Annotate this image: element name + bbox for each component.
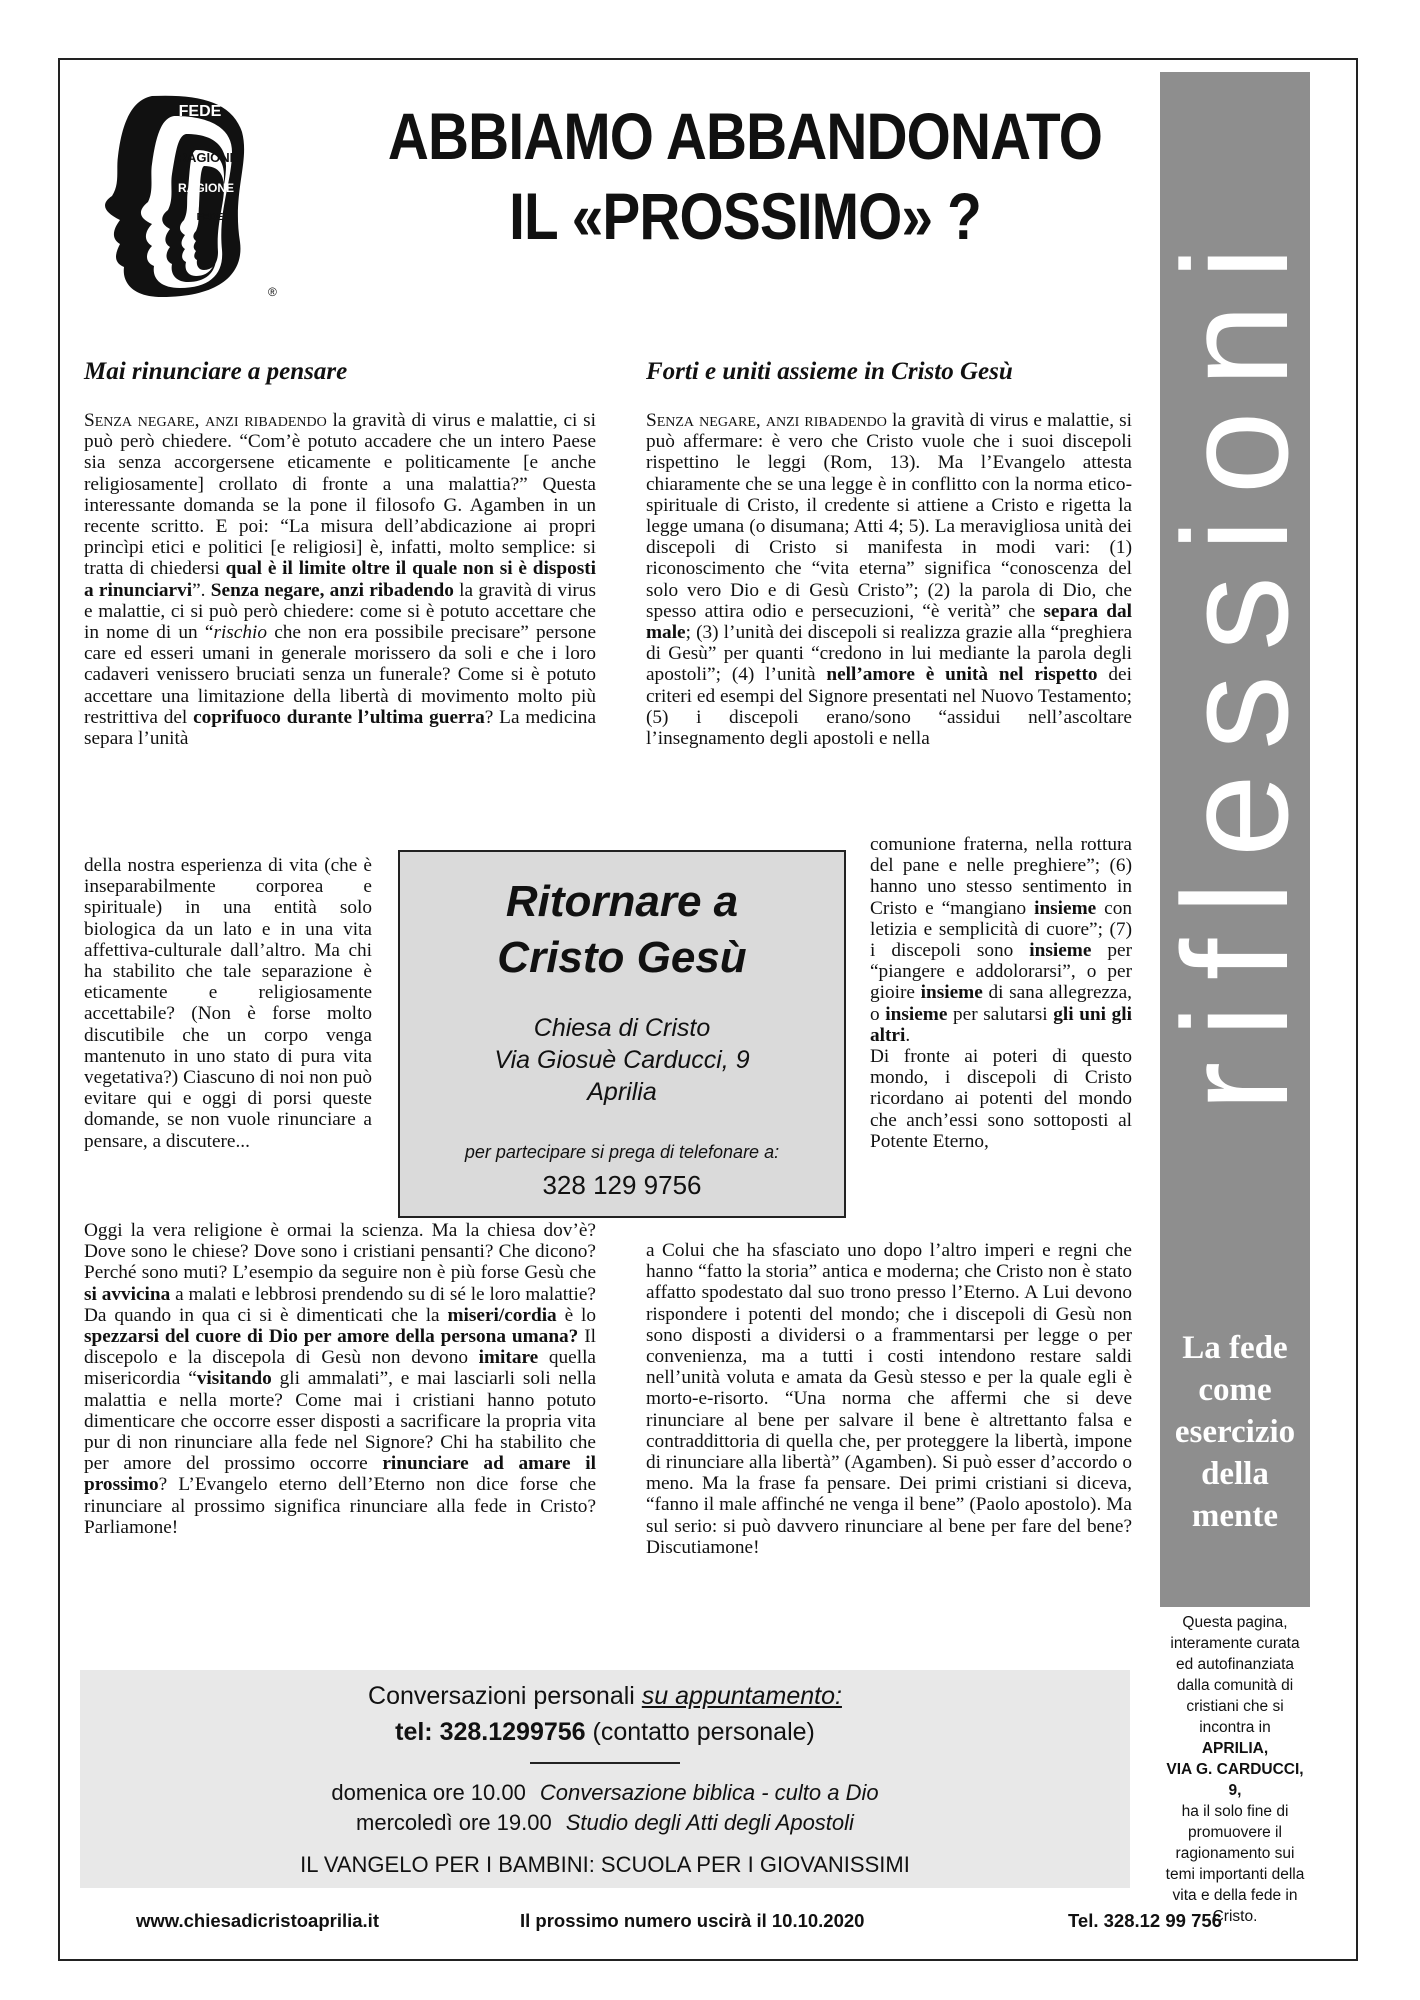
text-run: con letizia e semplicità di cuore”; (7) i discepoli sono — [870, 897, 1132, 962]
article-paragraph — [84, 855, 372, 1152]
text-run: insieme — [885, 1003, 948, 1025]
schedule-sunday — [80, 1780, 1130, 1806]
text-run: della nostra esperienza di vita (che è inseparabilmente corporea e spirituale) in una entità solo biologica da un lato e in una vita affettiva-culturale dall’altro. Ma chi ha stabilito che tale separazione è eticamente e religiosamente accettabile? (Non è forse molto discutibile che un corpo venga mantenuto in uno stato di pura vita vegetativa?) Ciascuno di noi non può evitare qui e oggi di porsi queste domande, se non vuole rinunciare a pensare, a discutere... — [84, 855, 372, 1152]
text-run: Senza negare, anzi ribadendo — [84, 410, 327, 431]
article-paragraph — [84, 1220, 596, 1538]
article-paragraph — [84, 410, 596, 749]
text-run: comunione fraterna, nella rottura del pane e nelle preghiere”; (6) hanno uno stesso sentimento in Cristo e “mangiano — [870, 834, 1132, 919]
schedule-sunday-time: domenica ore 10.00 — [331, 1780, 526, 1805]
logo-word-fede-2: FEDE — [196, 212, 224, 223]
left-column-text-bottom — [84, 1220, 596, 1538]
invitation-title-line-2: Cristo Gesù — [497, 933, 747, 982]
right-column-heading: Forti e uniti assieme in Cristo Gesù — [646, 358, 1013, 385]
text-run: insieme — [920, 982, 983, 1004]
schedule-sunday-desc: Conversazione biblica - culto a Dio — [539, 1780, 879, 1805]
schedule-wednesday — [80, 1810, 1130, 1836]
headline-line-1: ABBIAMO ABBANDONATO — [387, 99, 1103, 173]
right-column-text-bottom — [646, 1240, 1132, 1558]
text-run: a Colui che ha sfasciato uno dopo l’altro imperi e regni che hanno “fatto la storia” antica e moderna; che Cristo non è stato affatto spodestato dal suo trono presso l’Eterno. A Lui devono rispondere i potenti del mondo; che i discepoli di Gesù non sono disposti a dividersi o a frammentarsi per legge o per convenienza, ma a tutti i costi intendono restare saldi nell’unità voluta e amata da Gesù stesso e per la quale egli è morto-e-risorto. “Una norma che affermi che si deve rinunciare al bene per salvare il bene è altrettanto falsa e contraddittoria di quella che, per proteggere la libertà, impone di rinunciare alla libertà” (Agamben). Si può esser d’accordo o meno. Ma la frase fa pensare. Dei primi cristiani si diceva, “fanno il male affinché ne venga il bene” (Paolo apostolo). Ma sul serio: si può davvero rinunciare al bene per fare del bene? Discutiamone! — [646, 1240, 1132, 1558]
side-note — [1160, 1612, 1310, 1927]
side-note-purpose: ha il solo fine di promuovere il ragionamento sui temi importanti della vita e della fede in Cristo. — [1165, 1803, 1305, 1925]
left-column-text-middle — [84, 855, 372, 1152]
article-paragraph — [646, 1240, 1132, 1558]
text-run: imitare — [478, 1347, 539, 1369]
article-paragraph — [646, 410, 1132, 749]
footer-phone: Tel. 328.12 99 756 — [1068, 1910, 1222, 1931]
text-run: insieme — [1029, 940, 1092, 962]
band-subtitle-line: esercizio — [1174, 1414, 1296, 1450]
contact-phone: tel: 328.1299756 — [395, 1718, 586, 1746]
text-run: di sana allegrezza, o — [870, 982, 1132, 1025]
headline — [362, 96, 1127, 256]
logo-word-fede-1: FEDE — [178, 103, 222, 120]
footer-website[interactable]: www.chiesadicristoaprilia.it — [136, 1910, 379, 1931]
band-subtitle-line: della — [1201, 1456, 1269, 1492]
logo — [82, 92, 282, 302]
text-run: dei criteri ed esempi del Signore presentati nel Nuovo Testamento; (5) i discepoli erano/sono “assidui nell’ascoltare l’insegnamento degli apostoli e nella — [646, 664, 1132, 750]
text-run: coprifuoco durante l’ultima guerra — [193, 706, 485, 728]
text-run: ? L’Evangelo eterno dell’Eterno non dice forse che rinunciare al prossimo significa rinunciare alla fede in Cristo? Parliamone! — [84, 1474, 596, 1538]
text-run: rischio — [213, 622, 267, 644]
invitation-box — [398, 850, 846, 1218]
text-run: che non era possibile precisare” persone care ed esseri umani in generale morissero da soli e che i loro cadaveri venissero bruciati senza un funerale? Come si è potuto accettare una limitazione della libertà di movimento molto più restrittiva del — [84, 622, 597, 728]
schedule-wednesday-time: mercoledì ore 19.00 — [356, 1810, 552, 1835]
schedule-wednesday-desc: Studio degli Atti degli Apostoli — [565, 1810, 854, 1835]
church-name: Chiesa di Cristo — [533, 1014, 711, 1042]
band-subtitle-line: La fede — [1182, 1330, 1288, 1366]
text-run: la gravità di virus e malattie, ci si può però chiedere. “Com’è potuto accadere che un intero Paese sia senza accorgersene eticamente e politicamente [e anche religiosamente] crollato di fronte a una malattia?” Questa interessante domanda se la pone il filosofo G. Agamben in un recente scritto. E poi: “La misura dell’abdicazione ai propri princìpi etici e politici [e religiosi] è, infatti, molto semplice: si tratta di chiedersi — [84, 410, 596, 580]
text-run: visitando — [196, 1368, 272, 1390]
text-run: ? La medicina separa l’unità — [84, 706, 596, 750]
text-run: la gravità di virus e malattie, si può affermare: è vero che Cristo vuole che i suoi discepoli rispettino le leggi (Rom, 13). Ma l’Evangelo attesta chiaramente che se una legge è in conflitto con la norma etico-spirituale di Cristo, il credente si attiene a Cristo e rigetta la legge umana (o disumana; Atti 4; 5). La meravigliosa unità dei discepoli di Cristo si manifesta in modi vari: (1) riconoscimento che “vita eterna” significa “conoscenza del solo vero Dio e di Gesù Cristo”; (2) la parola di Dio, che spesso attira odio e persecuzioni, “è verità” che — [646, 410, 1132, 622]
text-run: per salutarsi — [947, 1003, 1054, 1025]
text-run: la gravità di virus e malattie, ci si può però chiedere: come si è potuto accettare che in nome di un “ — [84, 579, 596, 644]
conversation-line — [80, 1682, 1130, 1711]
band-subtitle-line: mente — [1191, 1498, 1279, 1534]
logo-word-ragione-2: RAGIONE — [177, 181, 235, 195]
band-subtitle-line: come — [1198, 1372, 1272, 1408]
invitation-call-note: per partecipare si prega di telefonare a: — [464, 1142, 780, 1162]
band-subtitle — [1160, 1327, 1310, 1537]
contact-panel — [80, 1670, 1130, 1888]
conversation-label: Conversazioni personali — [368, 1682, 642, 1710]
registered-mark: ® — [268, 285, 277, 299]
text-run: a malati e lebbrosi prendendo su di sé le loro malattie? Da quando in qua ci si è dimenticati che la — [84, 1283, 596, 1326]
text-run: si avvicina — [84, 1283, 171, 1305]
text-run: . Di fronte ai poteri di questo mondo, i discepoli di Cristo ricordano ai potenti del mondo che anch’essi sono sottoposti al Potente Eterno, — [870, 1024, 1132, 1152]
church-street: Via Giosuè Carducci, 9 — [494, 1046, 750, 1074]
side-note-intro: Questa pagina, interamente curata ed autofinanziata dalla comunità di cristiani che si incontra in — [1170, 1614, 1300, 1736]
logo-word-ragione-1: RAGIONE — [177, 150, 239, 165]
left-column-heading: Mai rinunciare a pensare — [84, 358, 348, 385]
headline-line-2: IL «PROSSIMO» ? — [509, 179, 981, 253]
kids-school-line: IL VANGELO PER I BAMBINI: SCUOLA PER I GIOVANISSIMI — [300, 1852, 910, 1877]
text-run: ”. — [192, 579, 211, 601]
right-column-text-middle — [870, 834, 1132, 1152]
text-run: spezzarsi del cuore di Dio per amore della persona umana? — [84, 1326, 579, 1348]
side-note-location-street: VIA G. CARDUCCI, 9, — [1166, 1761, 1304, 1799]
invitation-phone: 328 129 9756 — [542, 1170, 702, 1200]
appointment-label: su appuntamento: — [641, 1682, 842, 1710]
invitation-title-line-1: Ritornare a — [505, 877, 739, 926]
text-run: nell’amore è unità nel rispetto — [826, 664, 1098, 686]
band-title: riflessioni — [1151, 222, 1319, 1112]
footer-next-issue: Il prossimo numero uscirà il 10.10.2020 — [520, 1910, 865, 1931]
text-run: Senza negare, anzi ribadendo — [646, 410, 887, 431]
text-run: per “piangere e addolorarsi”, o per gioire — [870, 940, 1132, 1004]
invitation-title — [400, 874, 844, 986]
text-run: Oggi la vera religione è ormai la scienza. Ma la chiesa dov’è? Dove sono le chiese? Dove sono i cristiani pensanti? Che dicono? Perché sono muti? L’esempio da seguire non è più forse Gesù che — [84, 1220, 596, 1284]
panel-divider — [530, 1762, 680, 1764]
text-run: quella misericordia “ — [84, 1347, 596, 1390]
text-run: ; (3) l’unità dei discepoli si realizza grazie alla “preghiera di Gesù” per quanti “credono in lui mediante la parola degli apostoli”; (4) l’unità — [646, 622, 1132, 686]
profiles-logo-icon — [82, 92, 282, 302]
invitation-address — [400, 1012, 844, 1108]
article-paragraph — [870, 834, 1132, 1152]
text-run: è lo — [556, 1304, 596, 1326]
text-run: gli uni gli altri — [870, 1003, 1132, 1046]
right-column-text-top — [646, 410, 1132, 749]
text-run: rinunciare ad amare il prossimo — [84, 1453, 597, 1496]
contact-phone-line — [80, 1718, 1130, 1747]
text-run: miseri/cordia — [447, 1304, 557, 1326]
text-run: separa dal male — [646, 600, 1132, 644]
contact-phone-note: (contatto personale) — [585, 1718, 815, 1746]
side-band — [1151, 72, 1319, 1607]
church-town: Aprilia — [587, 1078, 657, 1106]
text-run: Il discepolo e la discepola di Gesù non devono — [84, 1326, 596, 1369]
text-run: insieme — [1034, 897, 1097, 919]
side-note-location-city: APRILIA, — [1201, 1740, 1269, 1757]
text-run: qual è il limite oltre il quale non si è disposti a rinunciarvi — [84, 558, 596, 601]
text-run: Senza negare, anzi ribadendo — [210, 579, 454, 601]
text-run: gli ammalati”, e mai lasciarli soli nella malattia e nella morte? Come mai i cristiani hanno potuto dimenticare che occorre esser disposti a sacrificare la propria vita pur di non rinunciare alla fede nel Signore? Chi ha stabilito che per amore del prossimo occorre — [84, 1368, 597, 1475]
left-column-text-top — [84, 410, 596, 749]
